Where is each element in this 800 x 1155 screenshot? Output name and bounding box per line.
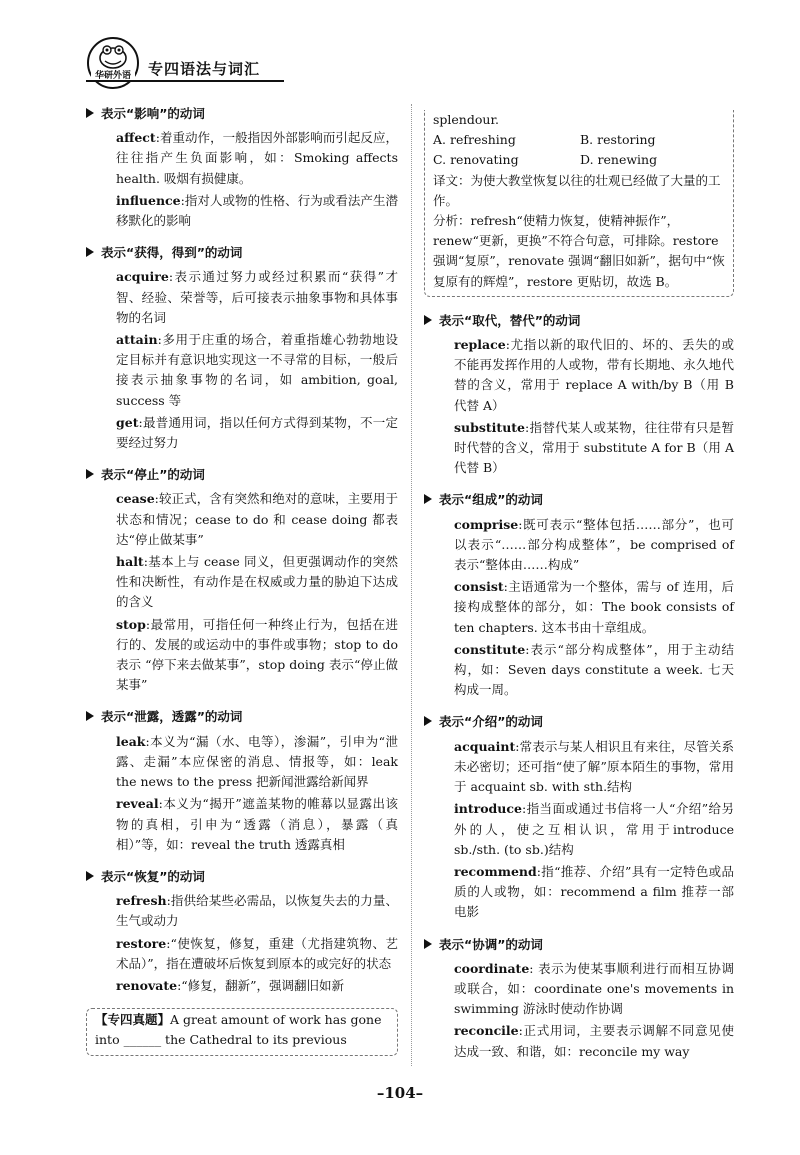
vocab-definition: :较正式，含有突然和绝对的意味，主要用于状态和情况；cease to do 和 cease doing 都表达“停止做某事” [116,491,398,547]
section-heading-text: 表示“影响”的动词 [101,106,205,121]
vocab-entry [86,128,398,189]
section-heading-text: 表示“获得，得到”的动词 [101,245,243,261]
vocab-entry [424,335,734,416]
vocab-definition: :指“推荐、介绍”具有一定特色或品质的人或物，如：recommend a film 推荐一部电影 [454,863,734,920]
vocab-definition: :表示“部分构成整体”，用于主动结构，如：Seven days constitute a week. 七天构成一周。 [454,641,734,698]
vocab-entry [86,330,398,411]
section-heading [86,867,398,887]
exam-question-end: splendour. [433,112,500,127]
vocab-entry [424,737,734,798]
vocab-definition: :本义为“漏（水、电等），渗漏”，引申为“泄露、走漏”本应保密的消息、情报等，如：leak the news to the press 把新闻泄露给新闻界 [116,733,398,790]
vocab-term: substitute [454,419,526,435]
section-heading-text: 表示“介绍”的动词 [439,714,543,730]
section [424,311,734,479]
svg-text:华研外语: 华研外语 [94,71,132,81]
vocab-term: consist [454,579,504,595]
vocab-entry [424,1021,734,1061]
vocab-entry [86,976,398,996]
vocab-definition: :多用于庄重的场合，着重指雄心勃勃地设定目标并有意识地实现这一不寻常的目标，一般后接表示抽象事物的名词，如 ambition, goal, success 等 [116,332,398,408]
option-d: D. renewing [580,152,658,168]
vocab-term: coordinate [454,960,530,976]
section-heading [86,707,398,727]
vocab-term: stop [116,616,146,632]
vocab-definition: :着重动作，一般指因外部影响而引起反应，往往指产生负面影响，如：Smoking affects health. 吸烟有损健康。 [116,130,398,186]
triangle-bullet-icon [86,247,94,257]
section-heading-text: 表示“恢复”的动词 [101,868,205,884]
section [86,707,398,854]
section-heading-text: 表示“停止”的动词 [101,467,205,483]
vocab-term: cease [116,491,155,507]
section-heading-text: 表示“泄露，透露”的动词 [101,709,243,725]
vocab-term: replace [454,337,506,353]
vocab-term: leak [116,733,146,749]
vocab-entry [424,799,734,860]
vocab-definition: :常表示与某人相识且有来往，尽管关系未必密切；还可指“使了解”原本陌生的事物，常用于 acquaint sb. with sth.结构 [454,738,734,795]
section [86,243,398,453]
vocab-term: restore [116,935,167,951]
triangle-bullet-icon [424,716,432,726]
vocab-entry [86,934,398,974]
vocab-definition: :指供给某些必需品，以恢复失去的力量、生气或动力 [116,893,398,929]
vocab-definition: :正式用词，主要表示调解不同意见使达成一致、和谐，如：reconcile my way [454,1023,734,1059]
vocab-term: introduce [454,801,522,817]
section-heading [424,311,734,331]
exam-tag: 【专四真题】 [95,1012,171,1028]
exam-question-box [86,1008,398,1055]
vocab-entry [424,577,734,638]
vocab-definition: :最普通用词，指以任何方式得到某物，不一定要经过努力 [116,414,398,451]
vocab-entry [424,862,734,923]
triangle-bullet-icon [424,939,432,949]
triangle-bullet-icon [424,315,432,325]
vocab-definition: :表示通过努力或经过积累而“获得”才智、经验、荣誉等，后可接表示抽象事物和具体事物的名词 [116,269,398,325]
vocab-entry [86,891,398,931]
vocab-entry [86,552,398,613]
header-underline [86,80,284,82]
vocab-term: refresh [116,893,167,909]
vocab-term: get [116,414,139,430]
section-heading-text: 表示“组成”的动词 [439,492,543,508]
vocab-entry [424,418,734,479]
option-b: B. restoring [580,132,656,148]
vocab-definition: :基本上与 cease 同义，但更强调动作的突然性和决断性，有动作是在权威或力量的胁迫下达成的含义 [116,554,398,610]
vocab-definition: :最常用，可指任何一种终止行为，包括在进行的、发展的或运动中的事件或事物；stop to do 表示 “停下来去做某事”，stop doing 表示“停止做某事” [116,616,398,693]
vocab-definition: :尤指以新的取代旧的、坏的、丢失的或不能再发挥作用的人或物，带有长期地、永久地代替的含义，常用于 replace A with/by B（用 B 代替 A） [454,337,734,413]
section [424,712,734,922]
triangle-bullet-icon [86,108,94,118]
vocab-entry [424,515,734,576]
vocab-definition: :指当面或通过书信将一人“介绍”给另外的人，使之互相认识，常用于introduce sb./sth. (to sb.)结构 [454,801,734,857]
vocab-term: influence [116,192,181,208]
vocab-entry [86,489,398,550]
exam-analysis: 分析：refresh“使精力恢复，使精神振作”，renew“更新，更换”不符合句意，可排除。restore 强调“复原”，renovate 强调“翻旧如新”，据句中“恢复原有的辉煌”，restore 更贴切，故选 B。 [433,213,725,289]
vocab-definition: :“修复，翻新”，强调翻旧如新 [177,977,345,993]
column-divider [411,104,412,1066]
vocab-term: comprise [454,516,519,532]
option-a: A. refreshing [433,132,516,148]
vocab-definition: :本义为“揭开”遮盖某物的帷幕以显露出该物的真相，引申为“透露（消息），暴露（真相）”等，如：reveal the truth 透露真相 [116,796,398,852]
vocab-entry [86,413,398,453]
vocab-definition: :指对人或物的性格、行为或看法产生潜移默化的影响 [116,192,398,229]
vocab-term: attain [116,332,158,348]
triangle-bullet-icon [86,871,94,881]
section-heading [86,243,398,263]
section [424,490,734,700]
vocab-entry [86,794,398,855]
exam-translation: 译文：为使大教堂恢复以往的壮观已经做了大量的工作。 [433,172,721,208]
vocab-term: affect [116,130,156,146]
section-heading [86,465,398,485]
vocab-term: reveal [116,796,159,812]
right-column [424,104,734,1074]
vocab-entry [424,959,734,1020]
vocab-definition: :既可表示“整体包括……部分”，也可以表示“……部分构成整体”，be comprised of 表示“整体由……构成” [454,516,734,573]
section-heading-text: 表示“协调”的动词 [439,936,543,952]
exam-options [433,130,727,170]
section-heading [424,935,734,955]
exam-question: A great amount of work has gone into ______ the Cathedral to its previous [95,1012,382,1048]
vocab-term: acquire [116,269,169,285]
vocab-definition: :指替代某人或某物，往往带有只是暂时代替的含义，常用于 substitute A for B（用 A 代替 B） [454,419,734,476]
vocab-definition: :“使恢复，修复，重建（尤指建筑物、艺术品）”，指在遭破坏后恢复到原本的或完好的状态 [116,935,398,971]
section-heading [86,104,398,124]
page-number: –104– [376,1084,424,1102]
section [86,465,398,695]
triangle-bullet-icon [424,494,432,504]
vocab-term: acquaint [454,738,516,754]
vocab-entry [424,640,734,701]
section-heading [424,712,734,732]
vocab-term: constitute [454,641,526,657]
section [86,104,398,231]
option-c: C. renovating [433,152,519,168]
triangle-bullet-icon [86,469,94,479]
section-heading [424,490,734,510]
vocab-entry [86,191,398,231]
vocab-term: reconcile [454,1023,519,1039]
vocab-term: renovate [116,977,178,993]
vocab-definition: :主语通常为一个整体，需与 of 连用，后接构成整体的部分，如：The book consists of ten chapters. 这本书由十章组成。 [454,579,734,635]
left-column [86,104,398,1056]
section-heading-text: 表示“取代，替代”的动词 [439,312,581,328]
triangle-bullet-icon [86,711,94,721]
exam-question-continued [424,110,734,297]
book-title: 专四语法与词汇 [148,60,261,78]
vocab-entry [86,267,398,328]
vocab-term: recommend [454,863,537,879]
vocab-definition: : 表示为使某事顺利进行而相互协调或联合，如：coordinate one's movements in swimming 游泳时使动作协调 [454,960,734,1017]
vocab-entry [86,732,398,793]
section [424,935,734,1062]
section [86,867,398,996]
vocab-entry [86,615,398,696]
vocab-term: halt [116,554,144,570]
